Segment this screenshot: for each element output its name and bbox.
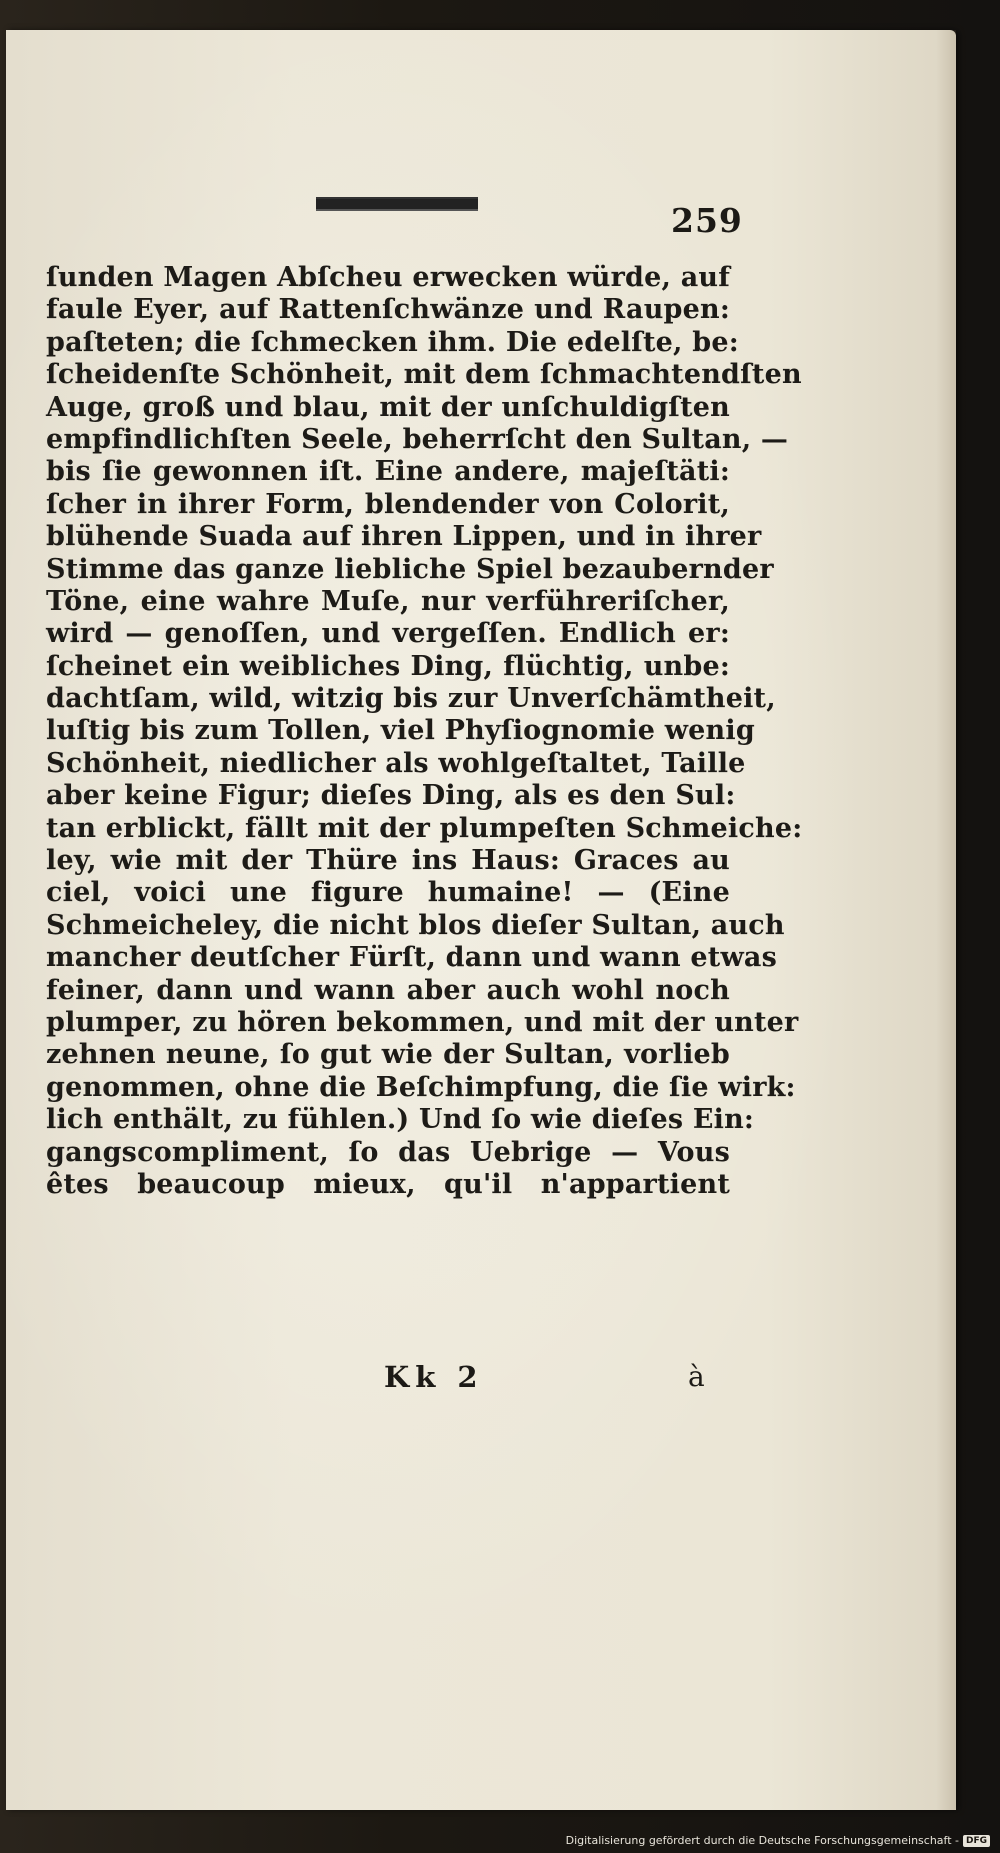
text-line: lich enthält, zu fühlen.) Und ſo wie dieſes Ein: [46,1104,755,1136]
text-line: Schmeicheley, die nicht blos dieſer Sultan, auch [46,909,785,941]
digitization-credit [566,1834,990,1847]
text-line: bis ſie gewonnen iſt. Eine andere, majeſtäti: [46,456,730,488]
text-line: mancher deutſcher Fürſt, dann und wann etwas [46,942,778,974]
text-line: wird — genoſſen, und vergeſſen. Endlich er: [46,618,730,650]
text-line: ſunden Magen Abſcheu erwecken würde, auf [46,262,731,293]
text-line: feiner, dann und wann aber auch wohl noch [46,974,730,1006]
credit-text: Digitalisierung gefördert durch die Deutsche Forschungsgemeinschaft - [565,1834,959,1847]
body-text [46,262,803,1201]
text-line: ſcheidenſte Schönheit, mit dem ſchmachtendſten [46,359,802,391]
text-line: plumper, zu hören bekommen, und mit der unter [46,1006,799,1038]
text-line: paſteten; die ſchmecken ihm. Die edelſte, be: [46,326,739,358]
text-line: tan erblickt, fällt mit der plumpeſten Schmeiche: [46,812,803,844]
text-line: Stimme das ganze liebliche Spiel bezaubernder [46,553,774,585]
text-line: êtes beaucoup mieux, qu'il n'appartient [46,1168,730,1200]
text-line: Auge, groß und blau, mit der unſchuldigſten [46,391,730,423]
text-line: ciel, voici une figure humaine! — (Eine [46,877,730,909]
text-line: gangscompliment, ſo das Uebrige — Vous [46,1136,730,1168]
text-line: zehnen neune, ſo gut wie der Sultan, vorlieb [46,1039,730,1071]
page-edge-shadow [936,30,956,1810]
text-line: Töne, eine wahre Muſe, nur verführeriſcher, [46,585,730,617]
text-line: ſcheinet ein weibliches Ding, flüchtig, unbe: [46,650,730,682]
text-line: genommen, ohne die Beſchimpfung, die ſie wirk: [46,1071,796,1103]
page-number: 259 [671,201,743,240]
text-line: dachtſam, wild, witzig bis zur Unverſchämtheit, [46,683,776,715]
text-line: luſtig bis zum Tollen, viel Phyſiognomie wenig [46,715,755,747]
header-ornament-rule [316,197,478,211]
text-line: ley, wie mit der Thüre ins Haus: Graces au [46,845,730,877]
text-line: Schönheit, niedlicher als wohlgeſtaltet, Taille [46,747,746,779]
signature-mark: Kk 2 [384,1360,484,1394]
text-line: blühende Suada auf ihren Lippen, und in ihrer [46,521,762,553]
text-line: aber keine Figur; dieſes Ding, als es den Sul: [46,780,736,812]
text-line: faule Eyer, auf Rattenſchwänze und Raupen: [46,294,730,326]
dfg-logo: DFG [963,1835,990,1847]
text-line: empfindlichſten Seele, beherrſcht den Sultan, — [46,423,789,455]
catchword: à [688,1360,705,1393]
text-line: ſcher in ihrer Form, blendender von Colorit, [46,488,730,520]
